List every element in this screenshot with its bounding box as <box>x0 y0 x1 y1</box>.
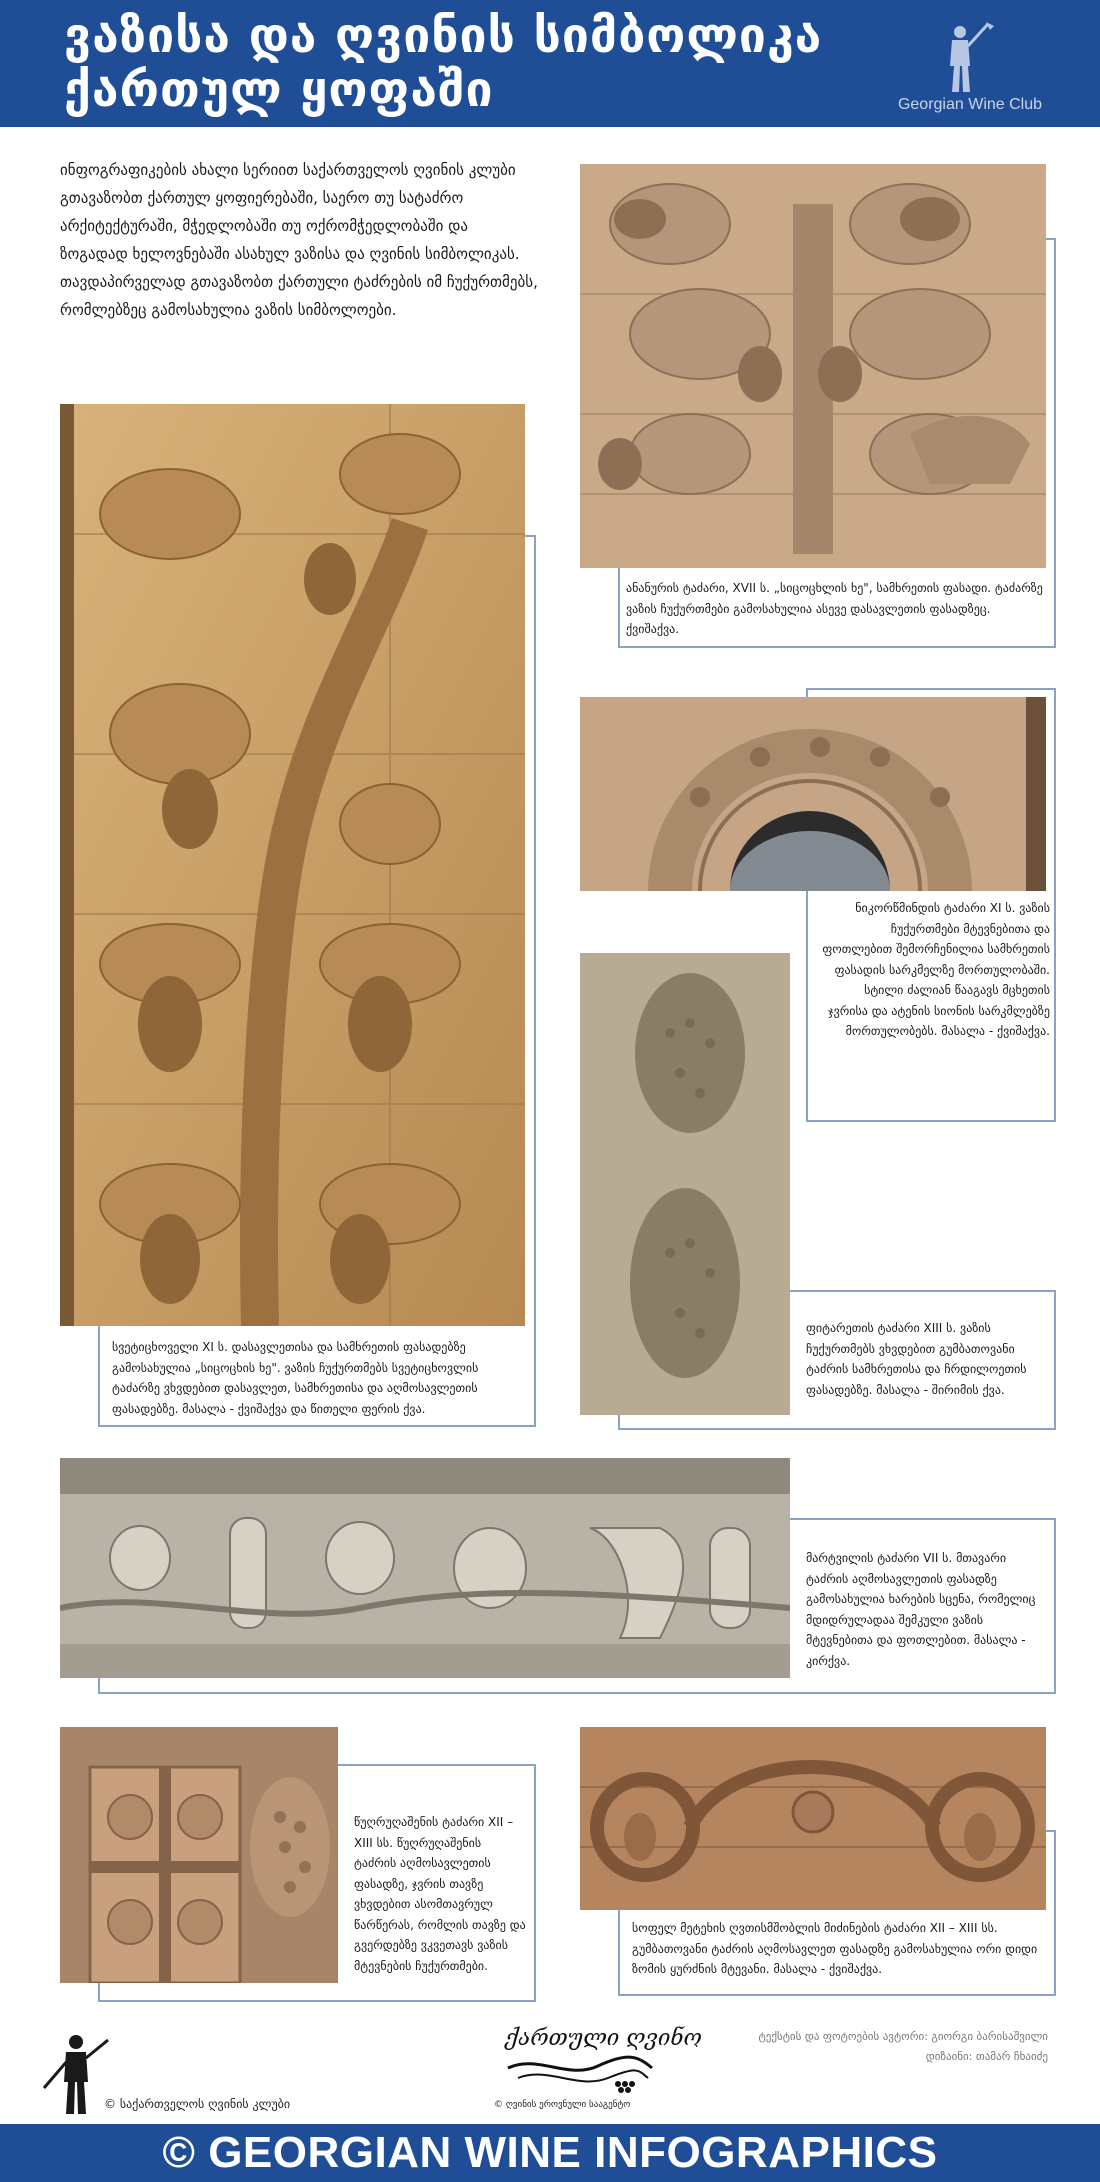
vintner-icon <box>42 2030 112 2116</box>
photo-ananuri <box>580 164 1046 568</box>
photo-pitareti <box>580 953 790 1415</box>
club-name: Georgian Wine Club <box>897 96 1043 113</box>
photo-svetitskhoveli <box>60 404 525 1326</box>
caption-nikortsminda: ნიკორწმინდის ტაძარი XI ს. ვაზის ჩუქურთმები მტევნებითა და ფოთლებით შემორჩენილია სამხრეთის ფასადის სარკმელზე მორთულობაში. სტილი ძალიან წააგავს მცხეთის ჯვრისა და ატენის სიონის სარკმლებზე მორთულობებს. მასალა - ქვიშაქვა. <box>822 898 1050 1042</box>
vintner-icon <box>930 18 996 98</box>
photo-sioni <box>580 1727 1046 1910</box>
photo-nikortsminda <box>580 697 1046 891</box>
footer-banner-text: © GEORGIAN WINE INFOGRAPHICS <box>162 2128 938 2177</box>
caption-pitareti: ფიტარეთის ტაძარი XIII ს. ვაზის ჩუქურთმებს ვხვდებით გუმბათოვანი ტაძრის სამხრეთისა და ჩრდილოეთის ფასადებზე. მასალა - შირიმის ქვა. <box>806 1318 1046 1400</box>
intro-paragraph: ინფოგრაფიკების ახალი სერიით საქართველოს ღვინის კლუბი გთავაზობთ ქართულ ყოფიერებაში, საერო თუ სატაძრო არქიტექტურაში, მჭედლობაში თუ ოქრომჭედლობაში და ზოგადად ხელოვნებაში ასახულ ვაზისა და ღვინის სიმბოლიკას. თავდაპირველად გთავაზობთ ქართული ტაძრების იმ ჩუქურთმებს, რომლებზეც გამოსახულია ვაზის სიმბოლოები. <box>60 161 538 319</box>
grape-vine-logo-icon <box>498 2026 656 2098</box>
page-title-line-2: ქართულ ყოფაში <box>64 62 494 118</box>
caption-sioni: სოფელ მეტეხის ღვთისმშობლის მიძინების ტაძარი XII – XIII სს. გუმბათოვანი ტაძრის აღმოსავლეთ ფასადზე გამოსახულია ორი დიდი ზომის ყურძნის მტევანი. მასალა - ქვიშაქვა. <box>632 1918 1046 1980</box>
caption-ananuri: ანანურის ტაძარი, XVII ს. „სიცოცხლის ხე", სამხრეთის ფასადი. ტაძარზე ვაზის ჩუქურთმები გამოსახულია ასევე დასავლეთის ფასადზეც. ქვიშაქვა. <box>626 578 1046 640</box>
museum-logo-text: ქართული ღვინო <box>505 2026 702 2051</box>
credit-text-author: ტექსტის და ფოტოების ავტორი: გიორგი ბარისაშვილი <box>758 2030 1048 2043</box>
credit-designer: დიზაინი: თამარ ჩხაიძე <box>925 2050 1048 2063</box>
caption-svetitskhoveli: სვეტიცხოველი XI ს. დასავლეთისა და სამხრეთის ფასადებზე გამოსახულია „სიცოცხის ხე". ვაზის ჩუქურთმებს სვეტიცხოვლის ტაძარზე ვხვდებით დასავლეთ, სამხრეთისა და აღმოსავლეთის ფასადებზე. მასალა - ქვიშაქვა და წითელი ფერის ქვა. <box>112 1337 522 1419</box>
photo-martvili <box>60 1458 790 1678</box>
caption-tsughrugasheni: წუღრუღაშენის ტაძარი XII – XIII სს. წუღრუღაშენის ტაძრის აღმოსავლეთის ფასადზე, ჯვრის თავზე ვხვდებით ასომთავრულ წარწერას, რომლის თავზე და გვერდებზე ვკვეთავს ვაზის მტევნების ჩუქურთმები. <box>354 1812 526 1976</box>
club-copyright: © საქართველოს ღვინის კლუბი <box>104 2097 291 2111</box>
photo-tsughrugasheni <box>60 1727 338 1983</box>
museum-copyright: © ღვინის ეროვნული სააგენტო <box>494 2100 631 2110</box>
page-title-line-1: ვაზისა და ღვინის სიმბოლიკა <box>64 8 823 64</box>
caption-martvili: მარტვილის ტაძარი VII ს. მთავარი ტაძრის აღმოსავლეთის ფასადზე გამოსახულია ხარების სცენა, რომელიც მდიდრულადაა შემკული ვაზის მტევნებითა და ფოთლებით. მასალა - კირქვა. <box>806 1548 1046 1671</box>
